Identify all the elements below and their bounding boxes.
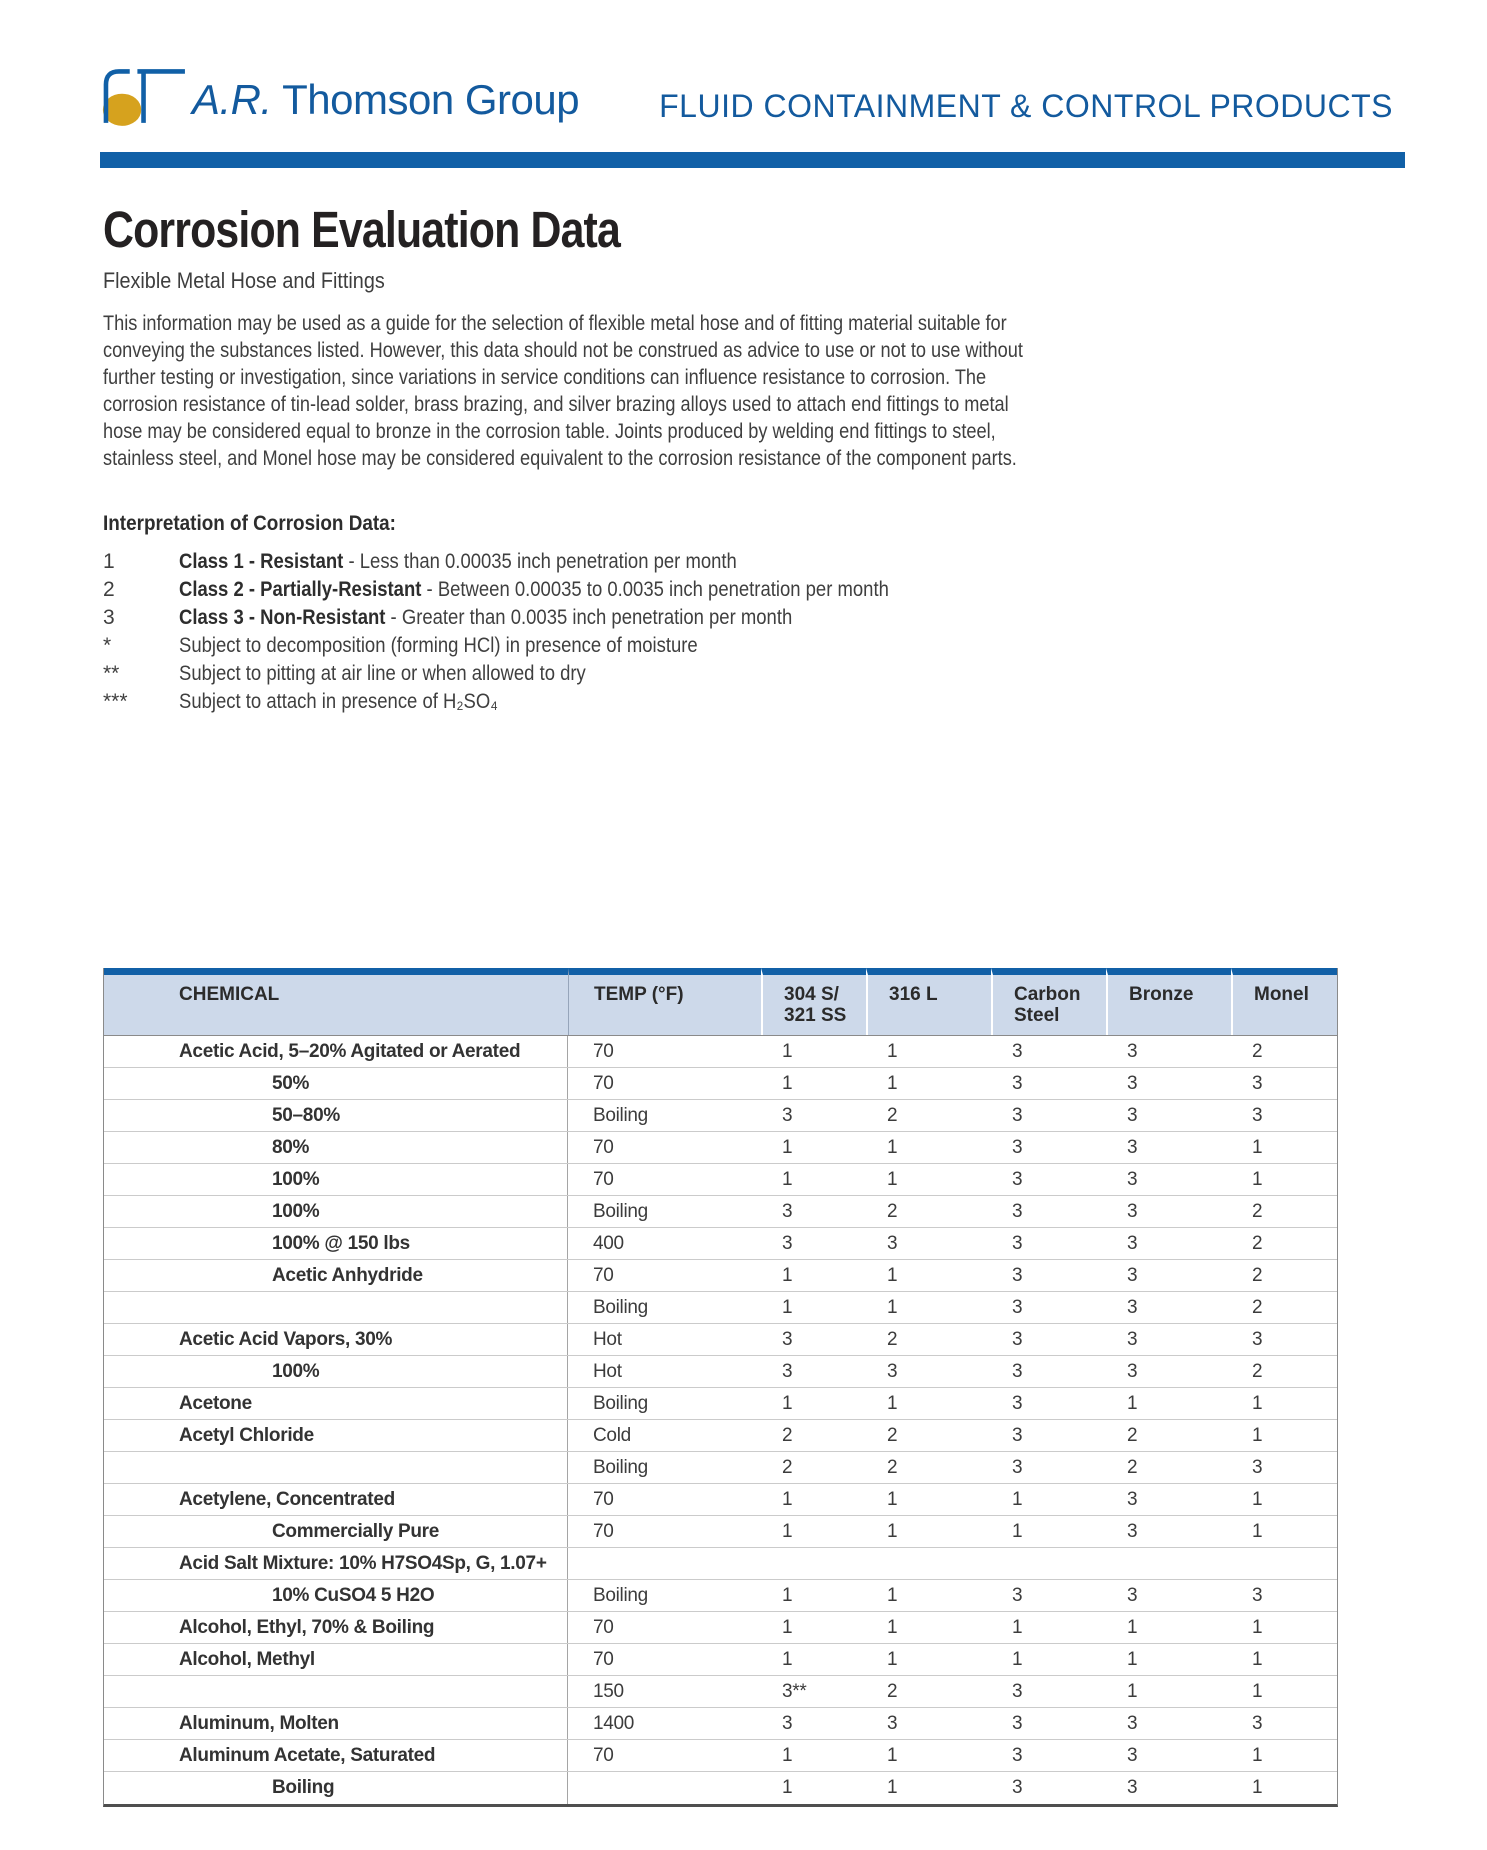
legend-item [103,604,986,632]
page-subtitle: Flexible Metal Hose and Fittings [103,268,385,293]
column-header-chemical: CHEMICAL [104,968,568,1035]
chemical-cell: 100% [104,1164,568,1195]
chemical-cell: Alcohol, Methyl [104,1644,568,1675]
rating-cell: 1 [887,1745,898,1766]
temp-cell: 150 [593,1681,624,1702]
table-row [104,1580,1337,1612]
table-row [104,1676,1337,1708]
rating-cell: 3 [1012,1169,1023,1190]
chemical-cell: Acetyl Chloride [104,1420,568,1451]
chemical-cell [104,1452,568,1483]
temp-cell: 70 [593,1617,614,1638]
table-row [104,1740,1337,1772]
legend-item [103,688,986,716]
chemical-cell: Boiling [104,1772,568,1804]
rating-cell: 1 [782,1521,793,1542]
rating-cell: 3 [1127,1521,1138,1542]
rating-cell: 3 [1012,1745,1023,1766]
rating-cell: 3** [782,1681,807,1702]
rating-cell: 2 [887,1329,898,1350]
legend-item [103,576,986,604]
rating-cell: 1 [1252,1425,1263,1446]
rating-cell: 3 [1127,1489,1138,1510]
rating-cell: 3 [1012,1233,1023,1254]
rating-cell: 1 [782,1265,793,1286]
rating-cell: 3 [1012,1777,1023,1798]
temp-cell: 70 [593,1649,614,1670]
rating-cell: 3 [887,1713,898,1734]
chemical-cell: 100% [104,1196,568,1227]
rating-cell: 3 [1127,1233,1138,1254]
rating-cell: 1 [887,1265,898,1286]
rating-cell: 1 [1012,1489,1023,1510]
rating-cell: 3 [1127,1041,1138,1062]
intro-line: stainless steel, and Monel hose may be considered equivalent to the corrosion resistance of the component parts. [103,447,1017,470]
legend-text: Class 1 - Resistant - Less than 0.00035 inch penetration per month [179,550,737,573]
interpretation-heading: Interpretation of Corrosion Data: [103,512,396,535]
rating-cell: 1 [1012,1521,1023,1542]
temp-cell: Boiling [593,1457,648,1478]
rating-cell: 3 [1012,1585,1023,1606]
legend-symbol: ** [103,662,120,685]
column-header-carbon-steel: Carbon Steel [991,968,1106,1035]
legend-text: Subject to attach in presence of H₂SO₄ [179,690,498,713]
temp-cell: Boiling [593,1393,648,1414]
rating-cell: 3 [1127,1073,1138,1094]
rating-cell: 2 [1252,1233,1263,1254]
temp-cell: 70 [593,1265,614,1286]
chemical-cell: Acetic Acid, 5–20% Agitated or Aerated [104,1036,568,1067]
rating-cell: 1 [782,1297,793,1318]
temp-cell: 70 [593,1137,614,1158]
company-logo-icon [96,55,188,142]
rating-cell: 1 [887,1649,898,1670]
rating-cell: 2 [1252,1265,1263,1286]
rating-cell: 1 [782,1745,793,1766]
rating-cell: 2 [887,1681,898,1702]
rating-cell: 3 [1127,1265,1138,1286]
rating-cell: 1 [782,1585,793,1606]
rating-cell: 3 [1012,1393,1023,1414]
column-header-316l: 316 L [866,968,991,1035]
table-row [104,1708,1337,1740]
rating-cell: 2 [782,1457,793,1478]
temp-cell [568,1548,761,1579]
chemical-cell: 50–80% [104,1100,568,1131]
intro-line: conveying the substances listed. However, this data should not be construed as advice to use or not to use without [103,339,1023,362]
rating-cell: 1 [1252,1649,1263,1670]
rating-cell: 1 [1252,1521,1263,1542]
rating-cell: 1 [782,1169,793,1190]
legend-text: Subject to decomposition (forming HCl) in presence of moisture [179,634,698,657]
legend-symbol: * [103,634,112,657]
rating-cell: 3 [1252,1585,1263,1606]
rating-cell: 2 [887,1105,898,1126]
rating-cell: 1 [887,1169,898,1190]
rating-cell: 1 [782,1393,793,1414]
legend-symbol: *** [103,690,128,713]
rating-cell [761,1548,866,1579]
rating-cell: 3 [1127,1361,1138,1382]
chemical-cell: Acid Salt Mixture: 10% H7SO4Sp, G, 1.07+ [104,1548,568,1579]
table-row [104,1420,1337,1452]
table-row [104,1484,1337,1516]
temp-cell: 70 [593,1521,614,1542]
chemical-cell: 100% @ 150 lbs [104,1228,568,1259]
temp-cell: Boiling [593,1201,648,1222]
rating-cell: 3 [782,1105,793,1126]
table-row [104,1100,1337,1132]
rating-cell: 3 [782,1361,793,1382]
temp-cell: 70 [593,1745,614,1766]
rating-cell [991,1548,1106,1579]
temp-cell: 70 [593,1073,614,1094]
rating-cell: 3 [1012,1105,1023,1126]
rating-cell: 1 [1127,1393,1138,1414]
chemical-cell: Aluminum Acetate, Saturated [104,1740,568,1771]
table-row [104,1548,1337,1580]
corrosion-table [103,968,1338,1807]
table-row [104,1260,1337,1292]
rating-cell: 1 [887,1041,898,1062]
interpretation-legend [103,548,986,716]
chemical-cell: 80% [104,1132,568,1163]
chemical-cell: Acetic Anhydride [104,1260,568,1291]
rating-cell: 1 [887,1393,898,1414]
company-name [192,76,579,124]
rating-cell: 3 [1252,1713,1263,1734]
rating-cell: 1 [887,1137,898,1158]
column-header-monel: Monel [1231,968,1337,1035]
rating-cell: 1 [1252,1681,1263,1702]
rating-cell: 3 [1127,1137,1138,1158]
rating-cell: 1 [1012,1617,1023,1638]
rating-cell: 1 [1012,1649,1023,1670]
rating-cell: 1 [887,1521,898,1542]
table-row [104,1324,1337,1356]
legend-symbol: 3 [103,606,115,629]
rating-cell: 3 [1127,1297,1138,1318]
rating-cell: 3 [782,1233,793,1254]
rating-cell: 2 [1127,1425,1138,1446]
rating-cell: 3 [1252,1073,1263,1094]
page-title: Corrosion Evaluation Data [103,201,620,258]
temp-cell: Hot [593,1329,622,1350]
legend-text: Class 3 - Non-Resistant - Greater than 0.0035 inch penetration per month [179,606,793,629]
table-row [104,1388,1337,1420]
rating-cell: 1 [887,1585,898,1606]
temp-cell: Boiling [593,1585,648,1606]
rating-cell: 2 [1127,1457,1138,1478]
rating-cell: 3 [1252,1457,1263,1478]
temp-cell: Hot [593,1361,622,1382]
chemical-cell: Commercially Pure [104,1516,568,1547]
table-row [104,1132,1337,1164]
rating-cell [1106,1548,1231,1579]
rating-cell: 1 [887,1297,898,1318]
table-row [104,1036,1337,1068]
rating-cell: 2 [887,1457,898,1478]
rating-cell: 3 [1127,1585,1138,1606]
legend-symbol: 1 [103,550,115,573]
legend-text: Subject to pitting at air line or when allowed to dry [179,662,586,685]
rating-cell: 2 [887,1201,898,1222]
rating-cell: 1 [1252,1489,1263,1510]
table-row [104,1356,1337,1388]
rating-cell: 3 [1012,1329,1023,1350]
table-body [104,1036,1337,1804]
table-row [104,1516,1337,1548]
rating-cell [866,1548,991,1579]
rating-cell: 1 [782,1489,793,1510]
chemical-cell: 10% CuSO4 5 H2O [104,1580,568,1611]
rating-cell: 1 [1252,1137,1263,1158]
chemical-cell: Acetone [104,1388,568,1419]
rating-cell: 3 [782,1201,793,1222]
temp-cell: 70 [593,1041,614,1062]
rating-cell: 3 [1127,1105,1138,1126]
rating-cell: 1 [1252,1745,1263,1766]
table-row [104,1452,1337,1484]
legend-item [103,660,986,688]
column-header-304ss: 304 S/ 321 SS [761,968,866,1035]
temp-cell: Boiling [593,1105,648,1126]
chemical-cell: Aluminum, Molten [104,1708,568,1739]
rating-cell: 1 [887,1073,898,1094]
rating-cell: 3 [1127,1201,1138,1222]
rating-cell: 1 [887,1777,898,1798]
rating-cell: 2 [887,1425,898,1446]
chemical-cell: Acetylene, Concentrated [104,1484,568,1515]
rating-cell: 1 [887,1617,898,1638]
chemical-cell [104,1676,568,1707]
rating-cell: 3 [1127,1777,1138,1798]
table-row [104,1612,1337,1644]
rating-cell: 3 [1127,1329,1138,1350]
rating-cell: 3 [1012,1137,1023,1158]
temp-cell: 70 [593,1169,614,1190]
intro-line: further testing or investigation, since variations in service conditions can influence resistance to corrosion. The [103,366,987,389]
rating-cell: 2 [1252,1201,1263,1222]
rating-cell: 2 [782,1425,793,1446]
rating-cell: 1 [1252,1617,1263,1638]
rating-cell: 3 [887,1233,898,1254]
rating-cell: 3 [887,1361,898,1382]
table-row [104,1196,1337,1228]
header-tagline: FLUID CONTAINMENT & CONTROL PRODUCTS [659,88,1393,124]
table-row [104,1772,1337,1804]
intro-line: hose may be considered equal to bronze in the corrosion table. Joints produced by welding end fittings to steel, [103,420,996,443]
temp-cell: Cold [593,1425,631,1446]
rating-cell: 3 [1012,1073,1023,1094]
rating-cell: 1 [1127,1681,1138,1702]
chemical-cell: Alcohol, Ethyl, 70% & Boiling [104,1612,568,1643]
table-row [104,1644,1337,1676]
rating-cell: 3 [1252,1329,1263,1350]
rating-cell: 3 [1012,1297,1023,1318]
rating-cell: 1 [782,1777,793,1798]
rating-cell: 1 [1252,1393,1263,1414]
rating-cell: 3 [1012,1265,1023,1286]
rating-cell [1231,1548,1337,1579]
rating-cell: 3 [1012,1457,1023,1478]
table-header [104,968,1337,1036]
chemical-cell: 100% [104,1356,568,1387]
rating-cell: 3 [1252,1105,1263,1126]
rating-cell: 3 [1012,1681,1023,1702]
rating-cell: 1 [1252,1169,1263,1190]
rating-cell: 1 [1127,1617,1138,1638]
rating-cell: 3 [782,1713,793,1734]
rating-cell: 3 [1127,1745,1138,1766]
rating-cell: 3 [1012,1713,1023,1734]
table-row [104,1068,1337,1100]
rating-cell: 3 [1127,1713,1138,1734]
rating-cell: 1 [782,1041,793,1062]
header-divider-bar [100,152,1405,168]
column-header-temp: TEMP (°F) [568,968,761,1035]
rating-cell: 1 [782,1073,793,1094]
temp-cell [568,1772,761,1804]
table-row [104,1164,1337,1196]
rating-cell: 3 [1127,1169,1138,1190]
legend-symbol: 2 [103,578,115,601]
rating-cell: 3 [1012,1361,1023,1382]
temp-cell: Boiling [593,1297,648,1318]
rating-cell: 1 [1252,1777,1263,1798]
column-header-bronze: Bronze [1106,968,1231,1035]
rating-cell: 3 [1012,1041,1023,1062]
legend-item [103,632,986,660]
legend-item [103,548,986,576]
rating-cell: 2 [1252,1041,1263,1062]
rating-cell: 3 [782,1329,793,1350]
rating-cell: 1 [782,1617,793,1638]
company-name-rest: Thomson Group [271,76,580,123]
rating-cell: 2 [1252,1361,1263,1382]
rating-cell: 1 [887,1489,898,1510]
rating-cell: 3 [1012,1201,1023,1222]
intro-line: corrosion resistance of tin-lead solder, brass brazing, and silver brazing alloys used to attach end fittings to metal [103,393,1009,416]
table-row [104,1228,1337,1260]
company-initials: A.R. [192,76,272,123]
temp-cell: 1400 [593,1713,635,1734]
rating-cell: 1 [1127,1649,1138,1670]
rating-cell: 2 [1252,1297,1263,1318]
chemical-cell [104,1292,568,1323]
temp-cell: 70 [593,1489,614,1510]
chemical-cell: Acetic Acid Vapors, 30% [104,1324,568,1355]
chemical-cell: 50% [104,1068,568,1099]
rating-cell: 3 [1012,1425,1023,1446]
rating-cell: 1 [782,1137,793,1158]
table-row [104,1292,1337,1324]
rating-cell: 1 [782,1649,793,1670]
intro-paragraph [103,310,1023,472]
intro-line: This information may be used as a guide for the selection of flexible metal hose and of fitting material suitable for [103,312,1007,335]
temp-cell: 400 [593,1233,624,1254]
legend-text: Class 2 - Partially-Resistant - Between 0.00035 to 0.0035 inch penetration per month [179,578,889,601]
